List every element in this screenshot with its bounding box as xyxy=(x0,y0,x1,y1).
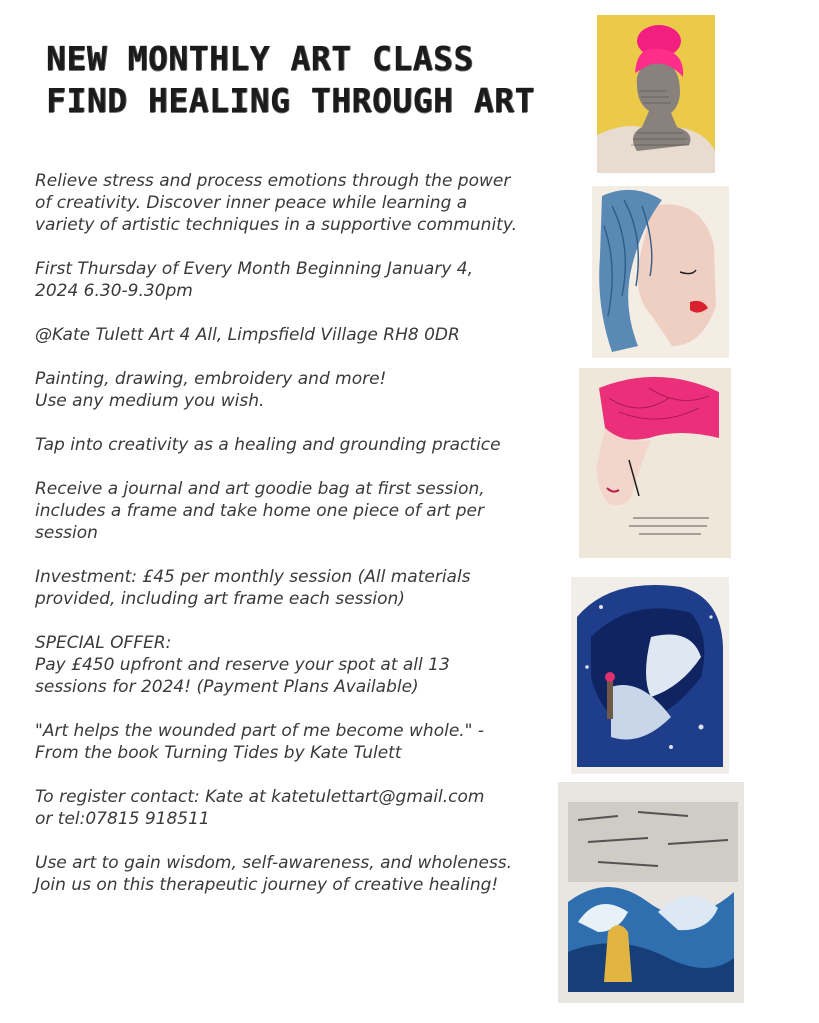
flyer-body xyxy=(35,170,560,918)
contact-paragraph xyxy=(35,786,560,830)
quote-paragraph xyxy=(35,720,560,764)
intro-paragraph xyxy=(35,170,560,236)
schedule-paragraph xyxy=(35,258,560,302)
location-paragraph xyxy=(35,324,560,346)
investment-line-2: provided, including art frame each session) xyxy=(35,589,405,609)
intro-line-2: of creativity. Discover inner peace while learning a xyxy=(35,193,468,213)
page-title xyxy=(46,38,566,122)
artwork-pink-bun-portrait xyxy=(597,15,715,173)
closing-line-1: Use art to gain wisdom, self-awareness, and wholeness. xyxy=(35,853,513,873)
quote-line-1: "Art helps the wounded part of me become whole." - xyxy=(35,721,485,741)
title-line-2: FIND HEALING THROUGH ART xyxy=(46,81,535,120)
offer-paragraph xyxy=(35,632,560,698)
media-paragraph xyxy=(35,368,560,412)
schedule-line-1: First Thursday of Every Month Beginning January 4, xyxy=(35,259,474,279)
quote-line-2: From the book Turning Tides by Kate Tulett xyxy=(35,743,402,763)
goodie-line-2: includes a frame and take home one piece of art per xyxy=(35,501,484,521)
artwork-pink-hair-profile xyxy=(579,368,731,558)
offer-heading: SPECIAL OFFER: xyxy=(35,633,172,653)
investment-line-1: Investment: £45 per monthly session (All materials xyxy=(35,567,471,587)
title-line-1: NEW MONTHLY ART CLASS xyxy=(46,39,474,78)
investment-paragraph xyxy=(35,566,560,610)
closing-line-2: Join us on this therapeutic journey of creative healing! xyxy=(35,875,499,895)
goodie-paragraph xyxy=(35,478,560,544)
offer-line-1: Pay £450 upfront and reserve your spot at all 13 xyxy=(35,655,450,675)
schedule-line-2: 2024 6.30-9.30pm xyxy=(35,281,193,301)
artwork-blue-hair-portrait xyxy=(592,186,729,358)
artwork-sea-waves-figure xyxy=(558,782,744,1003)
artwork-blue-wave-portrait xyxy=(571,577,729,774)
contact-line-2: or tel:07815 918511 xyxy=(35,809,210,829)
goodie-line-1: Receive a journal and art goodie bag at first session, xyxy=(35,479,485,499)
intro-line-3: variety of artistic techniques in a supportive community. xyxy=(35,215,517,235)
tap-paragraph xyxy=(35,434,560,456)
location-line: @Kate Tulett Art 4 All, Limpsfield Village RH8 0DR xyxy=(35,325,460,345)
contact-line-1: To register contact: Kate at katetulettart@gmail.com xyxy=(35,787,485,807)
intro-line-1: Relieve stress and process emotions through the power xyxy=(35,171,511,191)
goodie-line-3: session xyxy=(35,523,98,543)
offer-line-2: sessions for 2024! (Payment Plans Available) xyxy=(35,677,419,697)
tap-line: Tap into creativity as a healing and grounding practice xyxy=(35,435,501,455)
media-line-2: Use any medium you wish. xyxy=(35,391,265,411)
closing-paragraph xyxy=(35,852,560,896)
media-line-1: Painting, drawing, embroidery and more! xyxy=(35,369,387,389)
